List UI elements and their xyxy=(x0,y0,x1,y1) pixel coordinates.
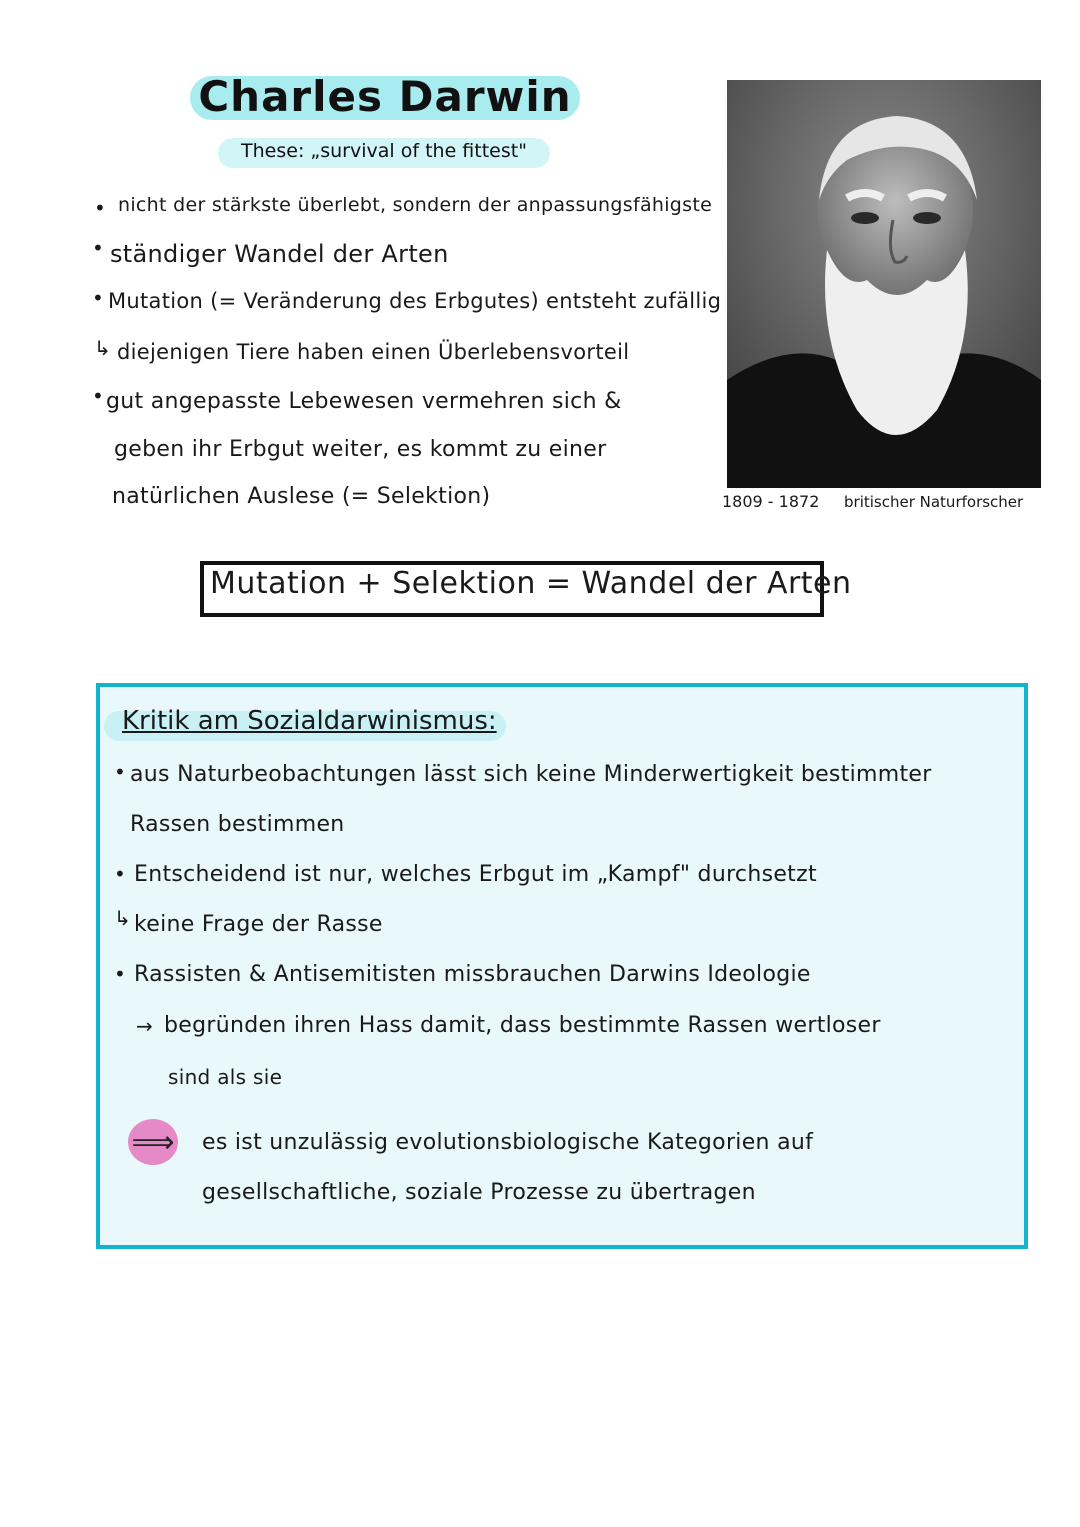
point-text: ständiger Wandel der Arten xyxy=(110,240,449,268)
kritik-heading: Kritik am Sozialdarwinismus: xyxy=(122,706,497,736)
point-text: Mutation (= Veränderung des Erbgutes) entsteht zufällig xyxy=(108,289,722,313)
kritik-line: keine Frage der Rasse xyxy=(134,912,383,937)
kritik-line: Rassen bestimmen xyxy=(130,812,345,837)
kritik-line: Entscheidend ist nur, welches Erbgut im „Kampf" durchsetzt xyxy=(134,862,817,887)
bullet-marker: • xyxy=(92,236,104,260)
thesis-text: These: „survival of the fittest" xyxy=(241,140,527,162)
conclusion-line: es ist unzulässig evolutionsbiologische Kategorien auf xyxy=(202,1130,814,1155)
bullet-marker: ↳ xyxy=(94,336,111,360)
portrait-illustration xyxy=(727,80,1041,488)
bullet-marker: • xyxy=(92,384,104,408)
point-text: nicht der stärkste überlebt, sondern der anpassungsfähigste xyxy=(118,194,713,216)
bullet-marker: ↳ xyxy=(114,906,131,930)
arrow-marker: → xyxy=(136,1014,153,1038)
portrait-years: 1809 - 1872 xyxy=(722,492,820,511)
kritik-line: sind als sie xyxy=(168,1065,283,1089)
darwin-portrait xyxy=(727,80,1041,488)
bullet-marker: • xyxy=(94,196,106,220)
double-arrow-icon: ⟹ xyxy=(128,1119,178,1165)
bullet-marker: • xyxy=(114,862,126,886)
point-text: natürlichen Auslese (= Selektion) xyxy=(112,484,491,509)
bullet-marker: • xyxy=(114,962,126,986)
portrait-description: britischer Naturforscher xyxy=(844,493,1024,511)
conclusion-line: gesellschaftliche, soziale Prozesse zu übertragen xyxy=(202,1180,756,1205)
bullet-marker: • xyxy=(92,286,104,310)
kritik-line: Rassisten & Antisemitisten missbrauchen Darwins Ideologie xyxy=(134,962,811,987)
page-title: Charles Darwin xyxy=(198,72,572,121)
point-text: geben ihr Erbgut weiter, es kommt zu einer xyxy=(114,437,607,462)
kritik-line: aus Naturbeobachtungen lässt sich keine Minderwertigkeit bestimmter xyxy=(130,762,932,787)
formula-text: Mutation + Selektion = Wandel der Arten xyxy=(210,566,852,601)
point-text: gut angepasste Lebewesen vermehren sich & xyxy=(106,389,622,414)
kritik-line: begründen ihren Hass damit, dass bestimmte Rassen wertloser xyxy=(164,1013,881,1038)
point-text: diejenigen Tiere haben einen Überlebensvorteil xyxy=(117,340,630,364)
bullet-marker: • xyxy=(114,760,126,784)
